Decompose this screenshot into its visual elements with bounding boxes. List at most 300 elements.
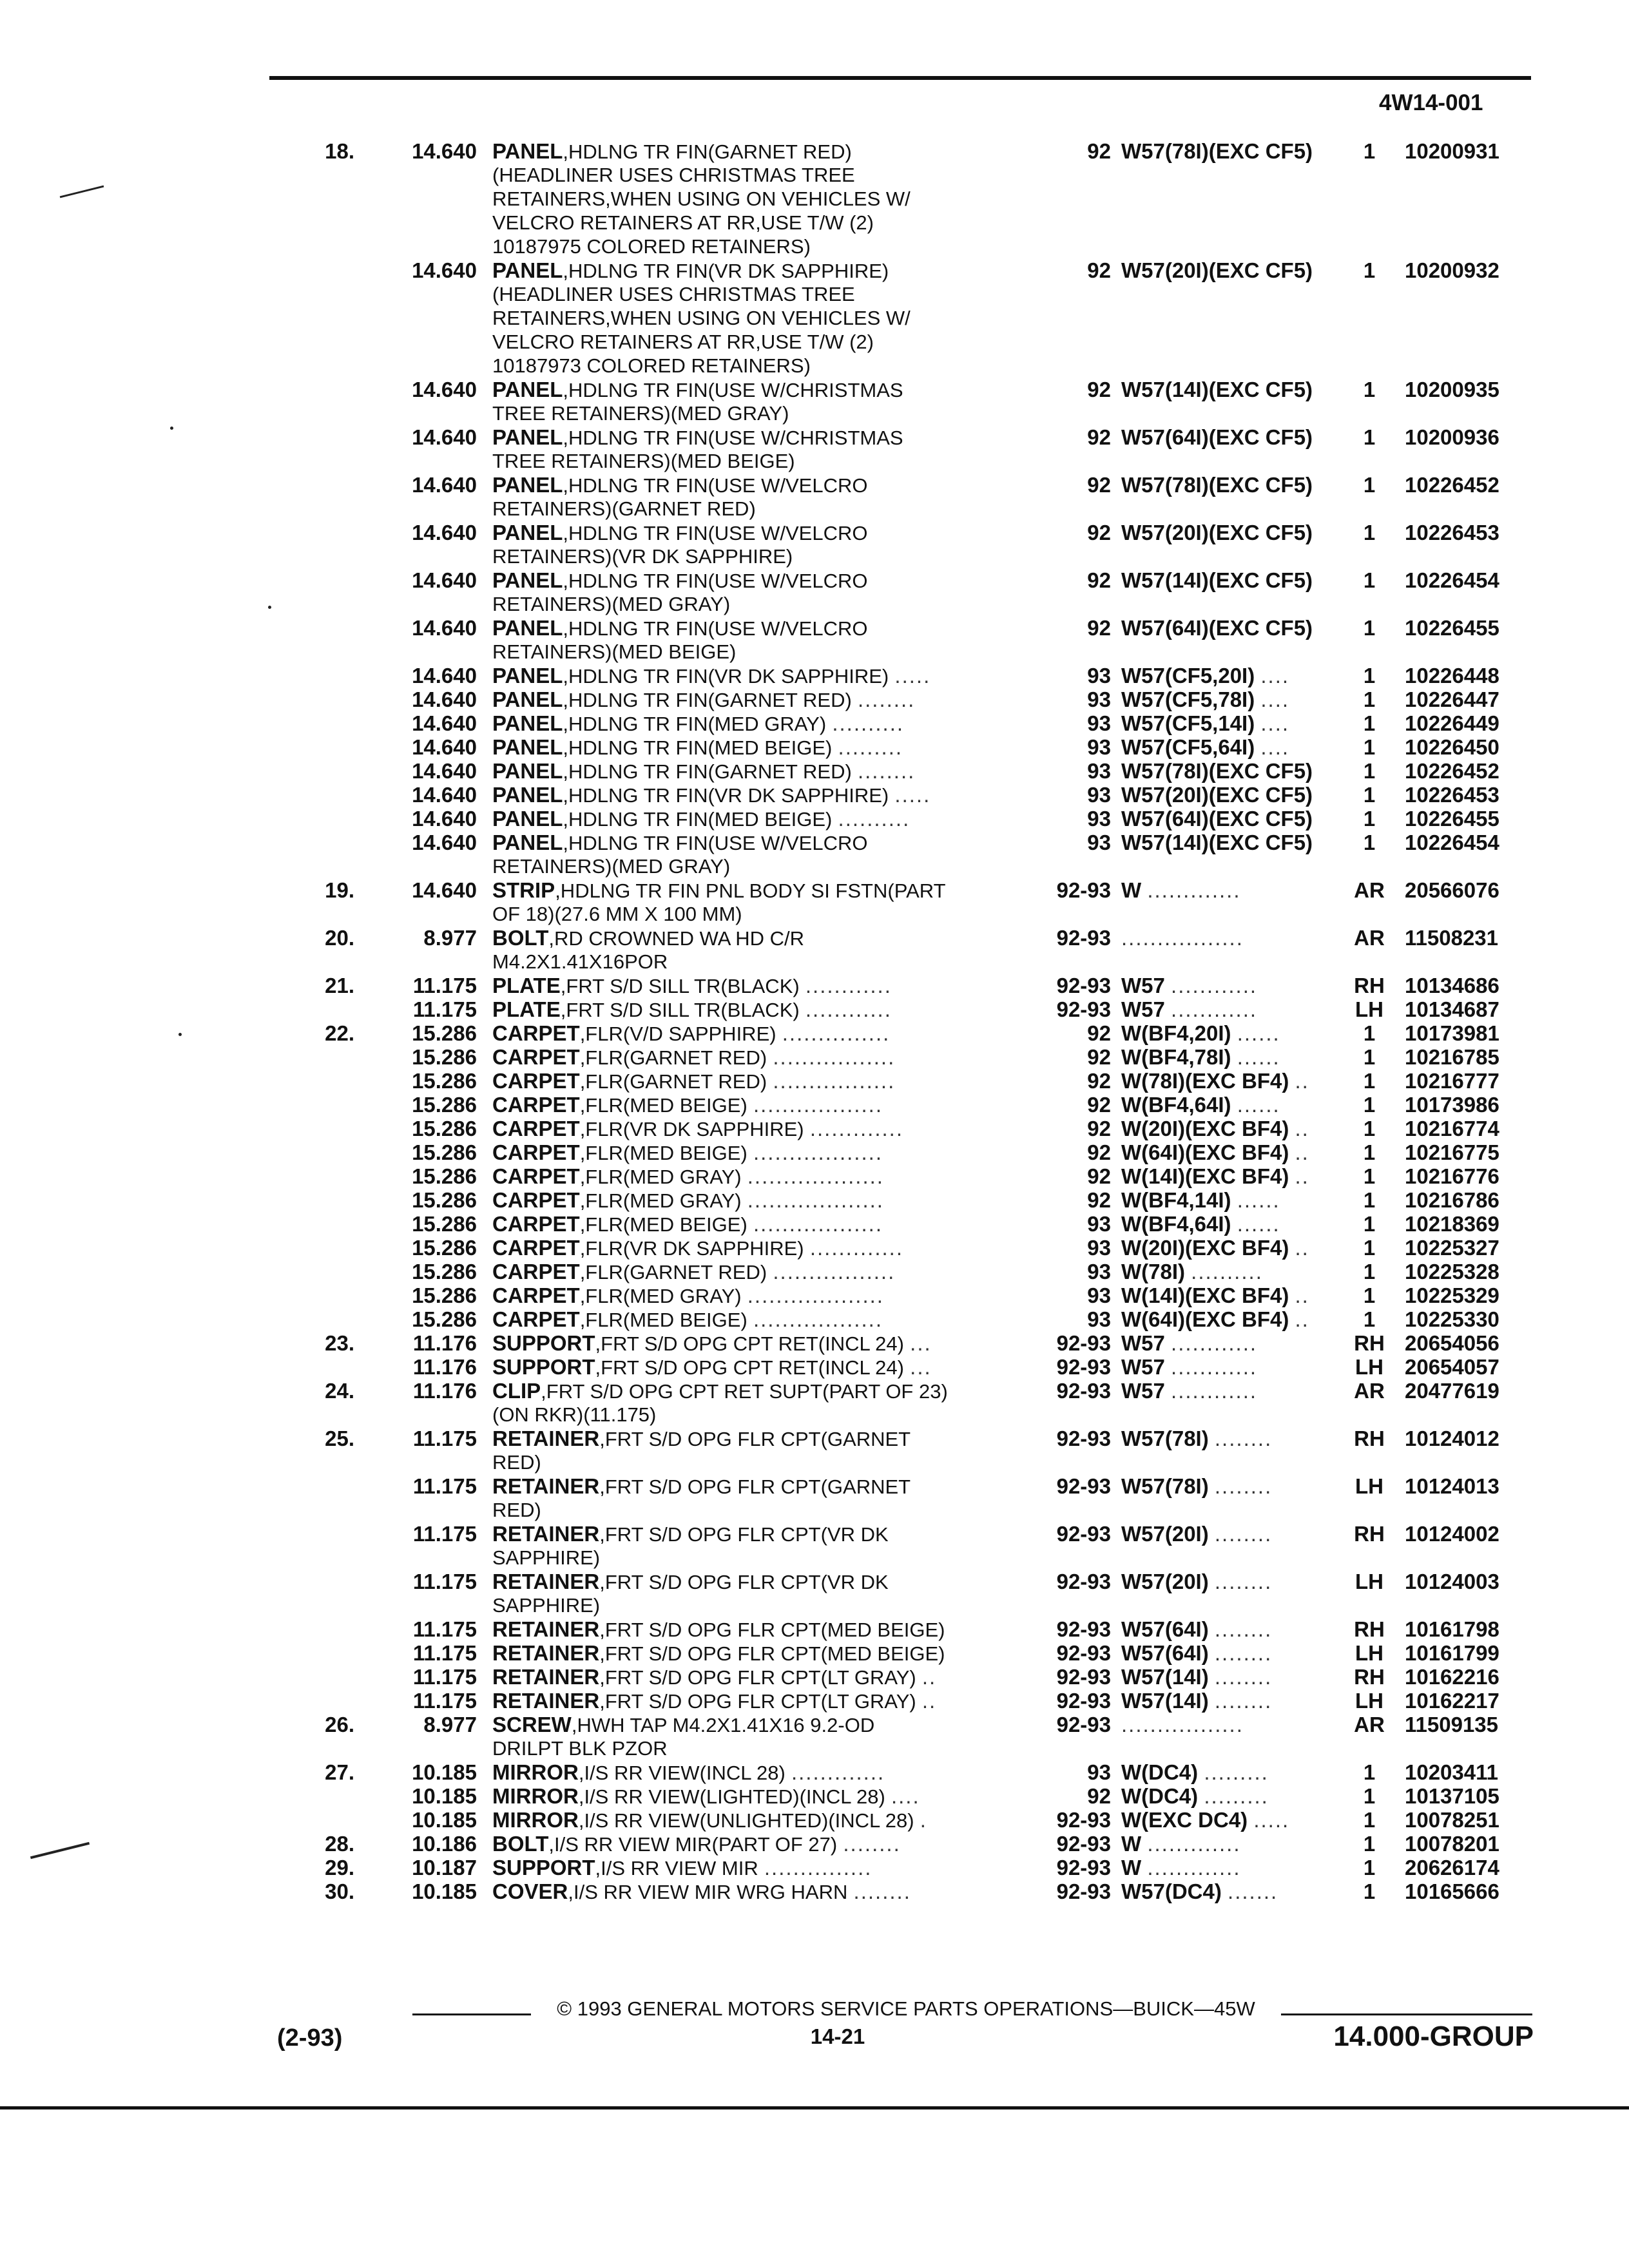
model-code: W [1121, 1832, 1142, 1856]
model-year: 92 [1087, 139, 1111, 163]
leader-dots: ............. [1147, 1856, 1241, 1879]
group-code: 14.640 [412, 711, 477, 735]
part-description-text: ,FRT S/D OPG FLR CPT(VR DK [599, 1523, 889, 1546]
description-continuation: RETAINERS,WHEN USING ON VEHICLES W/ [492, 307, 911, 329]
model-year: 92 [1087, 258, 1111, 282]
description-continuation: VELCRO RETAINERS AT RR,USE T/W (2) [492, 331, 874, 353]
description-continuation-row [0, 854, 1629, 878]
quantity: 1 [1363, 1069, 1376, 1093]
part-row [0, 1856, 1629, 1879]
leader-dots: ............. [809, 1236, 904, 1260]
quantity: 1 [1363, 831, 1376, 854]
part-number: 10137105 [1405, 1784, 1499, 1808]
part-description-text: ,HWH TAP M4.2X1.41X16 9.2-OD [571, 1714, 875, 1736]
model-code: W57(20I)(EXC CF5) [1121, 783, 1313, 807]
part-number: 11508231 [1405, 926, 1499, 950]
quantity: 1 [1363, 616, 1376, 640]
part-name: CARPET [492, 1069, 580, 1093]
part-name: PANEL [492, 616, 563, 640]
model-code: W57(78I) [1121, 1474, 1209, 1498]
description-continuation: 10187975 COLORED RETAINERS) [492, 235, 811, 258]
model-code: W [1121, 878, 1142, 902]
model-year: 93 [1087, 807, 1111, 831]
model-usage [1121, 1260, 1356, 1283]
part-description [492, 997, 1040, 1022]
part-description-text: ,HDLNG TR FIN(USE W/VELCRO [563, 617, 868, 640]
leader-dots: .................. [753, 1140, 883, 1164]
part-description-text: ,FLR(V/D SAPPHIRE) [579, 1023, 776, 1045]
part-row [0, 1570, 1629, 1593]
scan-mark [178, 1033, 182, 1036]
model-year: 92-93 [1056, 1856, 1111, 1879]
group-code: 15.286 [412, 1283, 477, 1307]
leader-dots: ................... [747, 1164, 884, 1188]
part-description [492, 926, 1040, 950]
part-description-text: ,HDLNG TR FIN(USE W/VELCRO [563, 474, 868, 497]
group-code: 11.175 [412, 1522, 477, 1546]
part-number: 10134687 [1405, 997, 1499, 1021]
description-continuation: (HEADLINER USES CHRISTMAS TREE [492, 164, 855, 186]
description-continuation: (ON RKR)(11.175) [492, 1403, 657, 1426]
model-usage [1121, 521, 1356, 544]
model-usage [1121, 1117, 1356, 1140]
model-usage [1121, 1879, 1356, 1903]
model-year: 92-93 [1056, 1808, 1111, 1832]
part-number: 10226454 [1405, 568, 1499, 592]
part-description [492, 521, 1040, 545]
part-name: CARPET [492, 1260, 580, 1283]
leader-dots: ............. [809, 1117, 904, 1140]
part-row [0, 1331, 1629, 1355]
quantity: 1 [1363, 1117, 1376, 1140]
part-description-text: ,HDLNG TR FIN(USE W/CHRISTMAS [563, 379, 903, 401]
leader-dots: ... [910, 1331, 932, 1355]
part-description [492, 568, 1040, 593]
model-usage [1121, 1355, 1356, 1379]
description-continuation: M4.2X1.41X16POR [492, 950, 668, 973]
part-description [492, 759, 1040, 783]
model-code: W57(64I)(EXC CF5) [1121, 616, 1313, 640]
footer-page-number: 14-21 [810, 2024, 865, 2048]
leader-dots: ............ [1171, 1331, 1258, 1355]
part-name: RETAINER [492, 1570, 600, 1593]
part-row [0, 711, 1629, 735]
part-description-text: ,HDLNG TR FIN(GARNET RED) [563, 140, 852, 163]
part-description [492, 378, 1040, 402]
description-continuation: OF 18)(27.6 MM X 100 MM) [492, 903, 742, 925]
group-code: 14.640 [412, 878, 477, 902]
quantity: 1 [1363, 568, 1376, 592]
group-code: 14.640 [412, 378, 477, 401]
description-continuation: VELCRO RETAINERS AT RR,USE T/W (2) [492, 211, 874, 234]
quantity: AR [1354, 1713, 1385, 1736]
leader-dots: ................. [1121, 1713, 1244, 1736]
leader-dots: ........ [843, 1832, 901, 1856]
part-name: CARPET [492, 1093, 580, 1117]
leader-dots: ............ [1171, 1355, 1258, 1379]
part-description [492, 783, 1040, 807]
leader-dots: ................. [773, 1260, 896, 1283]
model-code: W57(64I) [1121, 1641, 1209, 1665]
model-usage [1121, 1069, 1356, 1093]
part-description [492, 1307, 1040, 1332]
part-description [492, 1713, 1040, 1737]
part-description-text: ,FLR(MED BEIGE) [579, 1094, 747, 1117]
quantity: 1 [1363, 1021, 1376, 1045]
part-description [492, 1164, 1040, 1189]
description-continuation: 10187973 COLORED RETAINERS) [492, 354, 811, 377]
part-row [0, 1665, 1629, 1689]
part-number: 10078201 [1405, 1832, 1499, 1856]
part-number: 10124013 [1405, 1474, 1499, 1498]
leader-dots: ......... [1204, 1784, 1269, 1808]
model-year: 93 [1087, 759, 1111, 783]
model-year: 92-93 [1056, 1570, 1111, 1593]
part-description-text: ,FRT S/D OPG CPT RET SUPT(PART OF 23) [541, 1380, 948, 1403]
leader-dots: ........ [1214, 1665, 1273, 1689]
model-code: W57(20I)(EXC CF5) [1121, 258, 1313, 282]
leader-dots: ............ [805, 997, 892, 1021]
description-continuation: (HEADLINER USES CHRISTMAS TREE [492, 283, 855, 305]
leader-dots: .......... [832, 711, 905, 735]
leader-dots: .. [1295, 1140, 1309, 1164]
description-continuation-row [0, 544, 1629, 568]
model-code: W(DC4) [1121, 1784, 1199, 1808]
part-name: CARPET [492, 1021, 580, 1045]
leader-dots: ................... [747, 1283, 884, 1307]
part-description-text: ,HDLNG TR FIN(VR DK SAPPHIRE) [563, 260, 889, 282]
group-code: 11.175 [412, 974, 477, 997]
group-code: 14.640 [412, 664, 477, 687]
model-usage [1121, 1283, 1356, 1307]
description-continuation-row [0, 1593, 1629, 1617]
part-name: RETAINER [492, 1641, 600, 1665]
part-description-text: ,FRT S/D OPG FLR CPT(LT GRAY) [599, 1666, 916, 1689]
part-name: PANEL [492, 687, 563, 711]
part-name: CARPET [492, 1212, 580, 1236]
part-row [0, 807, 1629, 831]
part-row [0, 521, 1629, 544]
leader-dots: ..... [894, 783, 931, 807]
part-row [0, 1427, 1629, 1450]
model-code: W(BF4,64I) [1121, 1093, 1231, 1117]
description-continuation-row [0, 592, 1629, 616]
leader-dots: ............. [791, 1760, 885, 1784]
part-number: 20654056 [1405, 1331, 1499, 1355]
part-description-text: ,FRT S/D OPG FLR CPT(LT GRAY) [599, 1690, 916, 1713]
scan-mark [170, 427, 173, 430]
part-number: 10225327 [1405, 1236, 1499, 1260]
group-code: 14.640 [412, 807, 477, 831]
quantity: 1 [1363, 521, 1376, 544]
part-description [492, 1808, 1040, 1832]
part-number: 10200935 [1405, 378, 1499, 401]
description-continuation-row [0, 163, 1629, 187]
part-number: 10226450 [1405, 735, 1499, 759]
leader-dots: ..... [894, 664, 931, 687]
model-usage [1121, 735, 1356, 759]
part-row [0, 926, 1629, 950]
description-continuation: DRILPT BLK PZOR [492, 1737, 668, 1760]
part-name: SUPPORT [492, 1331, 595, 1355]
quantity: LH [1355, 997, 1383, 1021]
part-name: MIRROR [492, 1784, 579, 1808]
part-number: 10226449 [1405, 711, 1499, 735]
part-number: 10162216 [1405, 1665, 1499, 1689]
part-description-text: ,FRT S/D OPG FLR CPT(MED BEIGE) [599, 1642, 945, 1665]
group-code: 10.185 [412, 1760, 477, 1784]
group-code: 11.175 [412, 1641, 477, 1665]
part-number: 10216785 [1405, 1045, 1499, 1069]
model-year: 92 [1087, 1784, 1111, 1808]
model-code: W57(20I) [1121, 1522, 1209, 1546]
quantity: AR [1354, 1379, 1385, 1403]
group-code: 15.286 [412, 1093, 477, 1117]
model-year: 93 [1087, 1236, 1111, 1260]
leader-dots: ................. [1121, 926, 1244, 950]
part-description [492, 1069, 1040, 1093]
part-row [0, 1689, 1629, 1713]
part-description-text: ,HDLNG TR FIN(USE W/VELCRO [563, 570, 868, 592]
leader-dots: .. [1295, 1117, 1309, 1140]
leader-dots: ......... [1204, 1760, 1269, 1784]
part-description [492, 1045, 1040, 1070]
part-description-text: ,FLR(MED BEIGE) [579, 1309, 747, 1331]
group-code: 14.640 [412, 258, 477, 282]
part-description-text: ,I/S RR VIEW MIR(PART OF 27) [548, 1833, 838, 1856]
quantity: 1 [1363, 1856, 1376, 1879]
model-usage [1121, 1689, 1356, 1713]
part-name: CARPET [492, 1117, 580, 1140]
model-usage [1121, 974, 1356, 997]
part-description-text: ,FRT S/D OPG FLR CPT(GARNET [599, 1475, 911, 1498]
group-code: 15.286 [412, 1236, 477, 1260]
leader-dots: ........ [1214, 1617, 1273, 1641]
part-number: 10226452 [1405, 473, 1499, 497]
part-number: 10173986 [1405, 1093, 1499, 1117]
part-number: 20566076 [1405, 878, 1499, 902]
part-description-text: ,FRT S/D OPG FLR CPT(VR DK [599, 1571, 889, 1593]
part-description-text: ,FLR(GARNET RED) [579, 1046, 767, 1069]
part-name: RETAINER [492, 1689, 600, 1713]
item-number: 23. [325, 1331, 354, 1355]
part-description [492, 139, 1040, 164]
quantity: 1 [1363, 1164, 1376, 1188]
part-description-text: ,FLR(MED GRAY) [579, 1189, 742, 1212]
part-description-text: ,HDLNG TR FIN(VR DK SAPPHIRE) [563, 784, 889, 807]
model-year: 92 [1087, 473, 1111, 497]
model-code: W57(14I)(EXC CF5) [1121, 378, 1313, 401]
part-name: CARPET [492, 1236, 580, 1260]
model-usage [1121, 1832, 1356, 1856]
item-number: 27. [325, 1760, 354, 1784]
page-code: 4W14-001 [1379, 90, 1483, 115]
description-continuation: RED) [492, 1499, 541, 1521]
group-code: 10.185 [412, 1879, 477, 1903]
part-description [492, 1260, 1040, 1284]
part-name: PANEL [492, 807, 563, 831]
model-code: W(BF4,20I) [1121, 1021, 1231, 1045]
model-year: 92-93 [1056, 1379, 1111, 1403]
part-row [0, 1260, 1629, 1283]
part-description [492, 1212, 1040, 1236]
part-row [0, 1760, 1629, 1784]
part-number: 10203411 [1405, 1760, 1499, 1784]
part-description [492, 1188, 1040, 1213]
model-usage [1121, 831, 1356, 854]
part-number: 10165666 [1405, 1879, 1499, 1903]
quantity: 1 [1363, 258, 1376, 282]
part-row [0, 616, 1629, 640]
part-row [0, 783, 1629, 807]
part-row [0, 139, 1629, 163]
part-name: STRIP [492, 878, 555, 902]
model-year: 93 [1087, 735, 1111, 759]
leader-dots: .... [1260, 735, 1290, 759]
description-continuation-row [0, 950, 1629, 974]
part-row [0, 568, 1629, 592]
model-year: 93 [1087, 711, 1111, 735]
footer-rule-left [412, 2013, 531, 2015]
description-continuation-row [0, 640, 1629, 664]
group-code: 14.640 [412, 521, 477, 544]
description-continuation-row [0, 235, 1629, 258]
part-number: 20654057 [1405, 1355, 1499, 1379]
quantity: 1 [1363, 664, 1376, 687]
model-code: W57(14I) [1121, 1665, 1209, 1689]
part-description [492, 1331, 1040, 1356]
model-code: W57 [1121, 1355, 1165, 1379]
description-continuation-row [0, 354, 1629, 378]
part-name: CARPET [492, 1307, 580, 1331]
model-code: W(BF4,78I) [1121, 1045, 1231, 1069]
part-name: CARPET [492, 1140, 580, 1164]
model-year: 92-93 [1056, 1713, 1111, 1736]
model-usage [1121, 1093, 1356, 1117]
quantity: RH [1354, 1617, 1385, 1641]
model-code: W57(78I)(EXC CF5) [1121, 139, 1313, 163]
part-name: PANEL [492, 711, 563, 735]
part-name: RETAINER [492, 1665, 600, 1689]
part-row [0, 1879, 1629, 1903]
model-code: W57(14I) [1121, 1689, 1209, 1713]
model-code: W57(DC4) [1121, 1879, 1222, 1903]
part-row [0, 378, 1629, 401]
leader-dots: ................... [747, 1188, 884, 1212]
model-usage [1121, 378, 1356, 401]
model-year: 92 [1087, 616, 1111, 640]
leader-dots: . [920, 1808, 927, 1832]
part-number: 10226453 [1405, 521, 1499, 544]
part-row [0, 735, 1629, 759]
leader-dots: ...... [1237, 1212, 1280, 1236]
model-usage [1121, 258, 1356, 282]
leader-dots: .................. [753, 1212, 883, 1236]
footer-rule-right [1281, 2013, 1532, 2015]
part-row [0, 1522, 1629, 1546]
model-code: W57(64I)(EXC CF5) [1121, 807, 1313, 831]
part-number: 10226455 [1405, 616, 1499, 640]
part-description-text: ,HDLNG TR FIN(GARNET RED) [563, 760, 852, 783]
part-description [492, 687, 1040, 712]
group-code: 11.175 [412, 997, 477, 1021]
leader-dots: ........ [853, 1879, 911, 1903]
description-continuation: SAPPHIRE) [492, 1594, 601, 1617]
group-code: 11.175 [412, 1689, 477, 1713]
model-year: 92-93 [1056, 1665, 1111, 1689]
model-code: W57 [1121, 1379, 1165, 1403]
leader-dots: .................. [753, 1307, 883, 1331]
part-row [0, 1021, 1629, 1045]
group-code: 14.640 [412, 735, 477, 759]
item-number: 29. [325, 1856, 354, 1879]
leader-dots: ........ [857, 687, 916, 711]
part-description [492, 473, 1040, 497]
group-code: 15.286 [412, 1021, 477, 1045]
model-usage [1121, 687, 1356, 711]
group-code: 15.286 [412, 1307, 477, 1331]
model-year: 92-93 [1056, 1331, 1111, 1355]
item-number: 30. [325, 1879, 354, 1903]
part-row [0, 1474, 1629, 1498]
part-row [0, 1832, 1629, 1856]
part-name: MIRROR [492, 1760, 579, 1784]
leader-dots: ........ [1214, 1641, 1273, 1665]
group-code: 10.185 [412, 1784, 477, 1808]
model-usage [1121, 1331, 1356, 1355]
quantity: LH [1355, 1570, 1383, 1593]
part-description [492, 1689, 1040, 1713]
quantity: 1 [1363, 139, 1376, 163]
part-description [492, 1236, 1040, 1260]
model-usage [1121, 1522, 1356, 1546]
model-code: W(20I)(EXC BF4) [1121, 1117, 1289, 1140]
part-description [492, 1355, 1040, 1379]
part-number: 20626174 [1405, 1856, 1499, 1879]
leader-dots: ........ [1214, 1474, 1273, 1498]
part-name: PANEL [492, 735, 563, 759]
bottom-rule [0, 2106, 1629, 2109]
leader-dots: ............... [764, 1856, 872, 1879]
part-name: CARPET [492, 1045, 580, 1069]
model-code: W [1121, 1856, 1142, 1879]
part-row [0, 831, 1629, 854]
part-description-text: ,FRT S/D OPG CPT RET(INCL 24) [595, 1332, 904, 1355]
model-year: 92 [1087, 1045, 1111, 1069]
part-name: PLATE [492, 997, 561, 1021]
quantity: 1 [1363, 1140, 1376, 1164]
quantity: LH [1355, 1641, 1383, 1665]
model-year: 92-93 [1056, 974, 1111, 997]
model-code: W57(14I)(EXC CF5) [1121, 831, 1313, 854]
group-code: 15.286 [412, 1117, 477, 1140]
model-usage [1121, 1307, 1356, 1331]
part-name: SUPPORT [492, 1355, 595, 1379]
leader-dots: ............ [805, 974, 892, 997]
part-name: PANEL [492, 568, 563, 592]
part-row [0, 759, 1629, 783]
leader-dots: .. [921, 1689, 937, 1713]
part-description-text: ,FLR(MED BEIGE) [579, 1213, 747, 1236]
model-year: 92 [1087, 1188, 1111, 1212]
model-code: W57(78I)(EXC CF5) [1121, 473, 1313, 497]
part-number: 10225328 [1405, 1260, 1499, 1283]
model-year: 92 [1087, 1164, 1111, 1188]
item-number: 18. [325, 139, 354, 163]
footer-date: (2-93) [277, 2024, 343, 2052]
part-row [0, 1164, 1629, 1188]
item-number: 22. [325, 1021, 354, 1045]
